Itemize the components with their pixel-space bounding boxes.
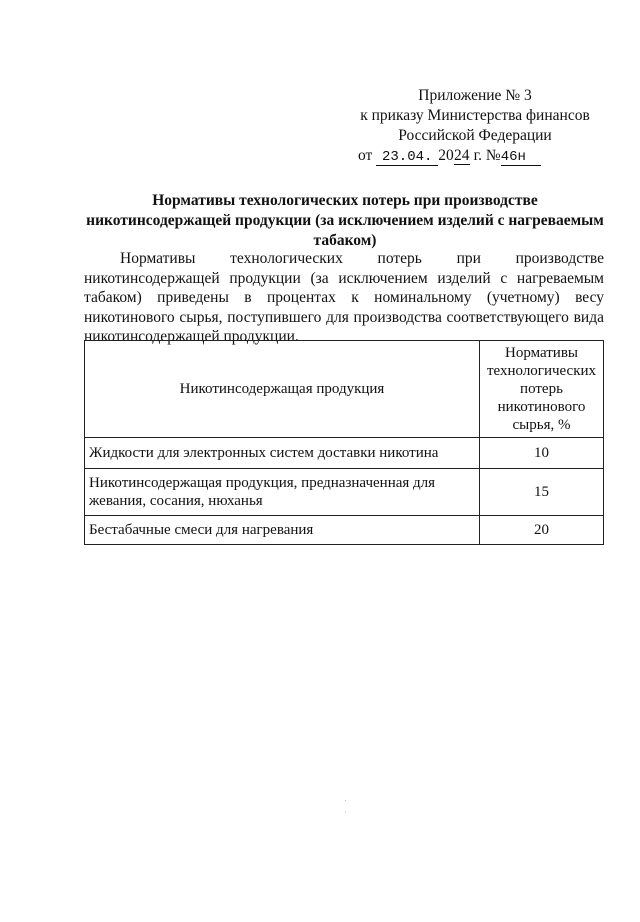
norms-table <box>84 340 604 545</box>
scan-speck <box>345 812 346 813</box>
date-century: 20 <box>438 147 454 164</box>
table-row <box>85 438 604 469</box>
norm-value-cell: 20 <box>480 516 604 545</box>
appendix-number: Приложение № 3 <box>418 87 532 104</box>
header-product: Никотинсодержащая продукция <box>85 341 480 438</box>
intro-paragraph: Нормативы технологических потерь при производстве никотинсодержащей продукции (за исключением изделий с нагреваемым табаком) приведены в процентах к номинальному (учетному) весу никотинового сырья, поступившего для производства соответствующего вида никотинсодержащей продукции. <box>84 250 604 345</box>
order-date-day: 23.04. <box>376 149 438 166</box>
date-prefix: от <box>358 147 373 164</box>
ministry-country: Российской Федерации <box>398 127 552 144</box>
product-cell: Жидкости для электронных систем доставки никотина <box>85 438 480 469</box>
order-date-line <box>330 146 620 166</box>
header-norm: Нормативы технологических потерь никотинового сырья, % <box>480 341 604 438</box>
table-header-row <box>85 341 604 438</box>
document-title: Нормативы технологических потерь при производстве никотинсодержащей продукции (за исключением изделий с нагреваемым табаком) <box>86 192 604 249</box>
order-reference: к приказу Министерства финансов <box>360 107 590 124</box>
appendix-header <box>330 86 620 166</box>
table-row <box>85 469 604 516</box>
product-cell: Никотинсодержащая продукция, предназначенная для жевания, сосания, нюханья <box>85 469 480 516</box>
norm-value-cell: 15 <box>480 469 604 516</box>
table-row <box>85 516 604 545</box>
order-number: 46н <box>501 149 541 166</box>
date-suffix: г. № <box>473 147 501 164</box>
order-date-year: 24 <box>453 147 470 164</box>
product-cell: Бестабачные смеси для нагревания <box>85 516 480 545</box>
scan-speck <box>345 800 346 801</box>
norm-value-cell: 10 <box>480 438 604 469</box>
